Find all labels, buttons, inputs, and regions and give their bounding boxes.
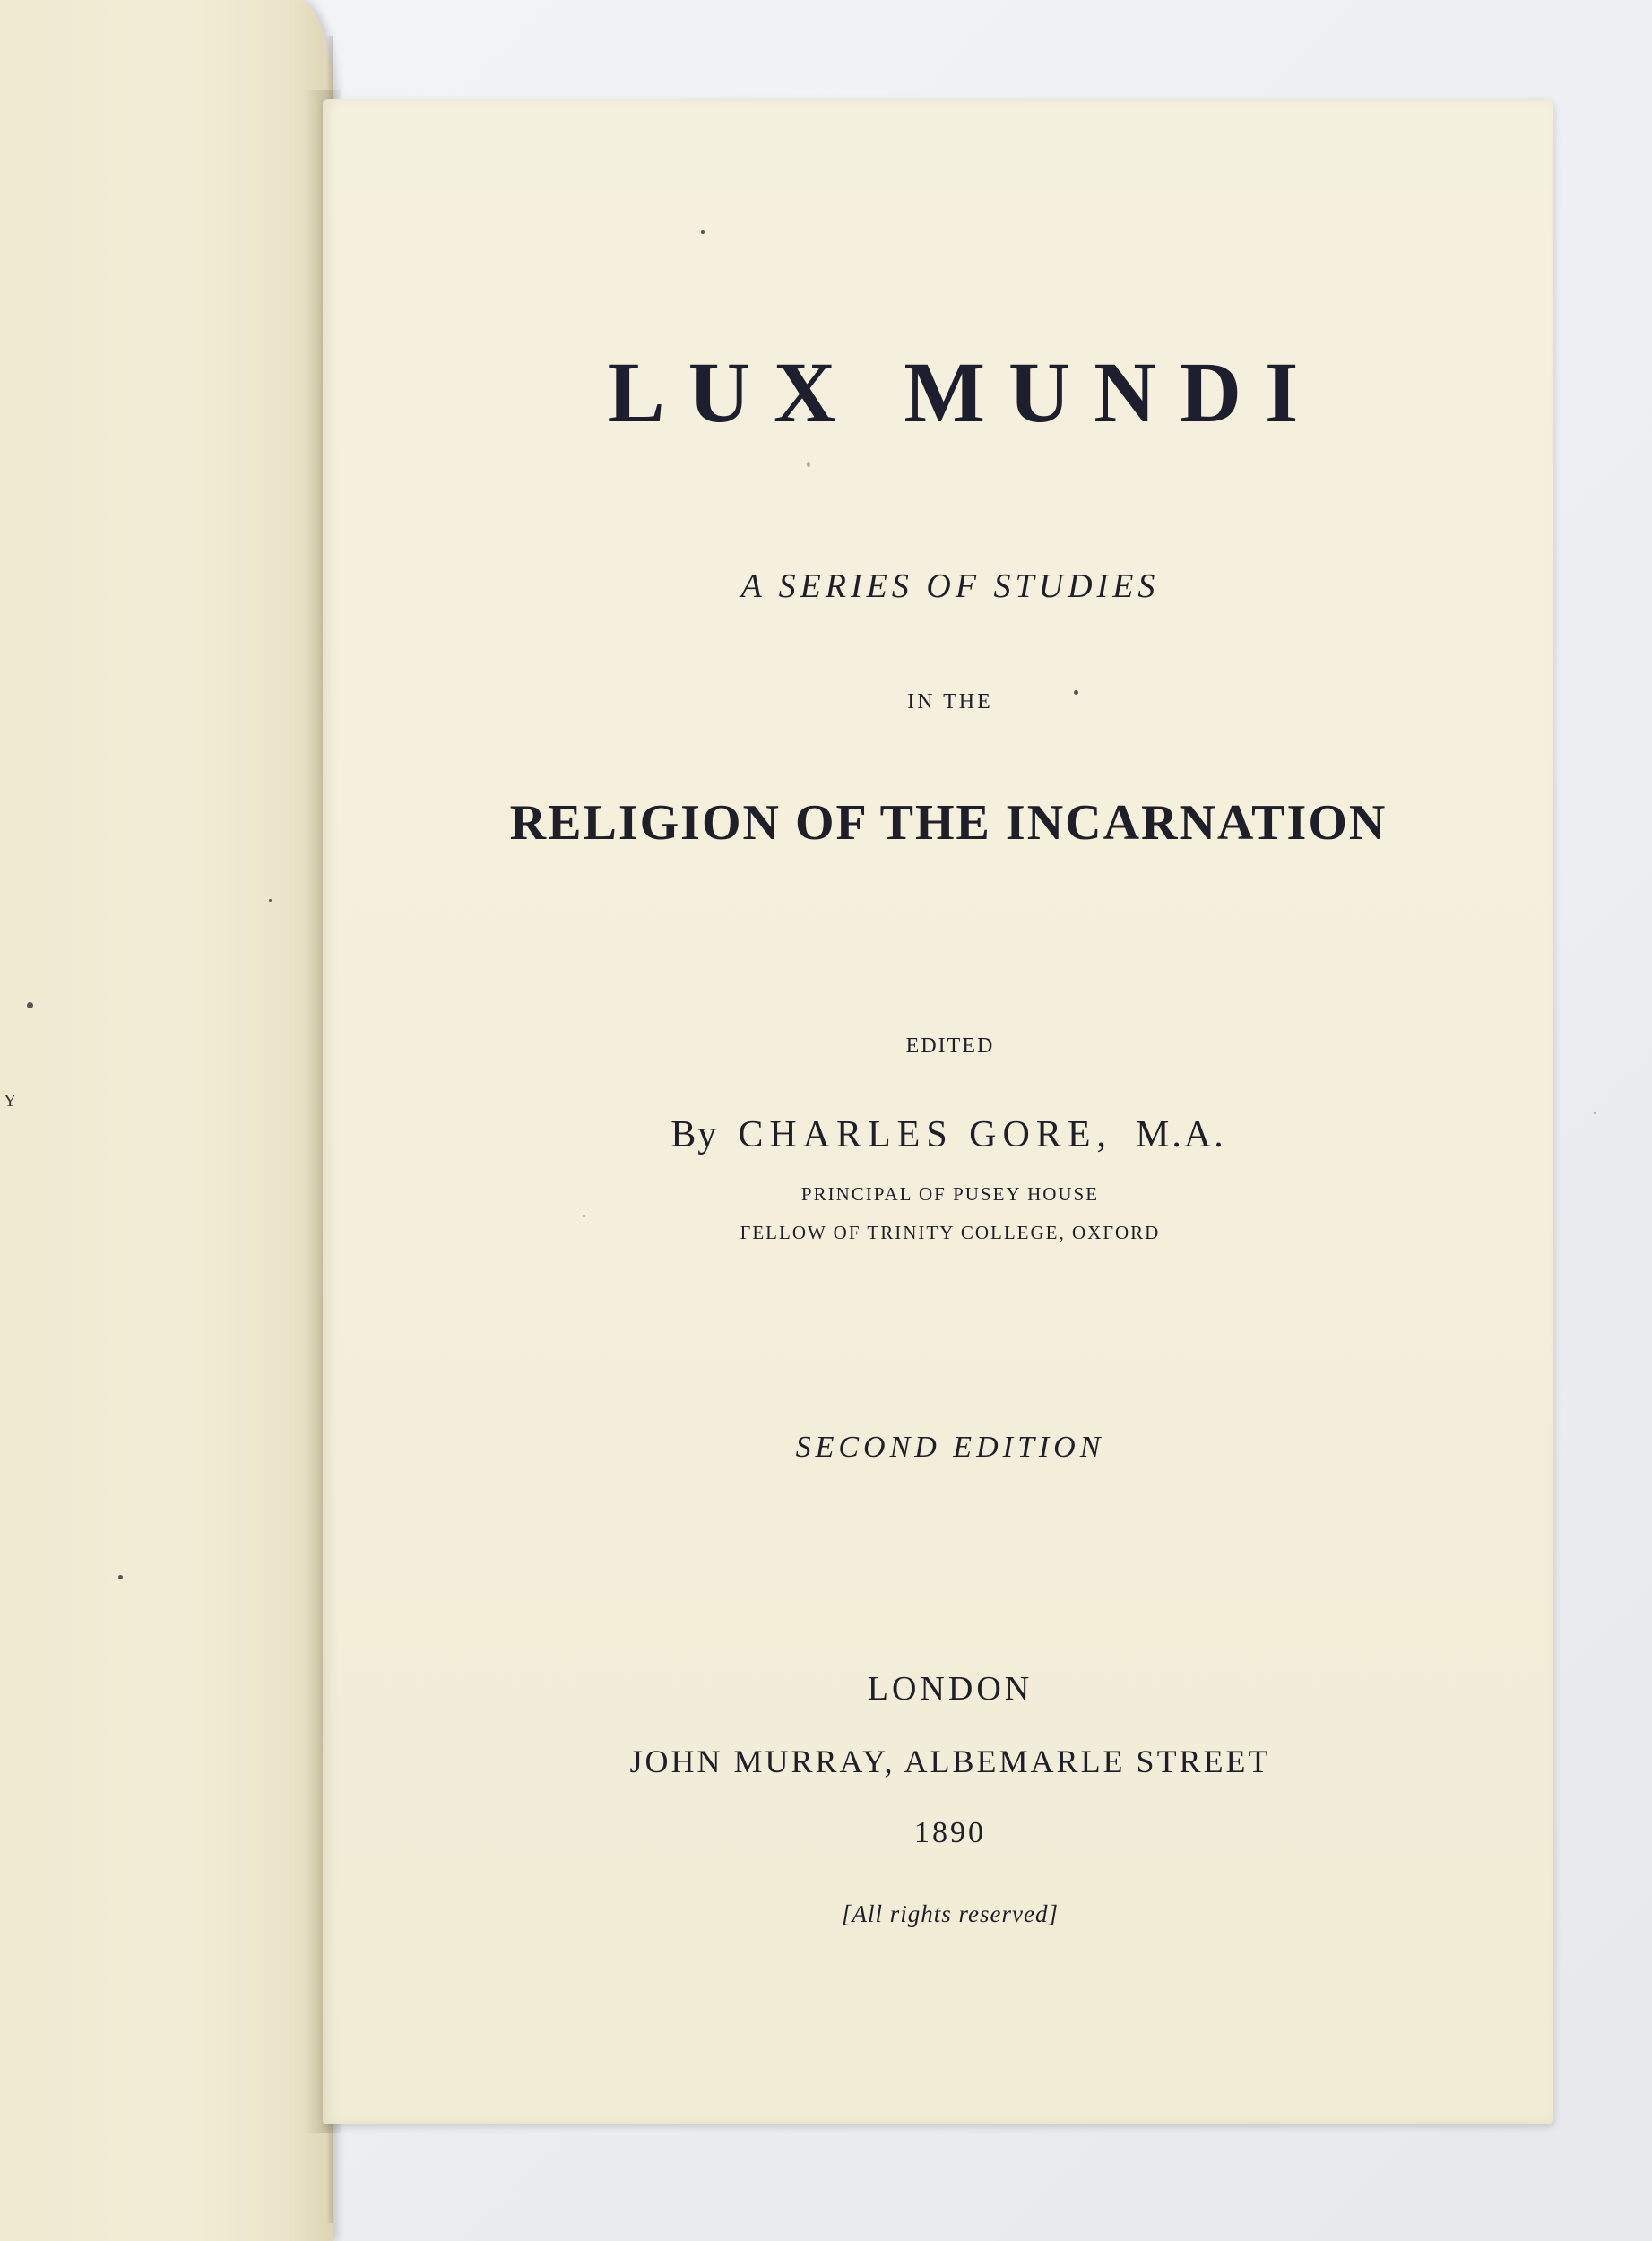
author-line	[333, 1113, 1563, 1156]
author-name: CHARLES GORE,	[738, 1114, 1113, 1155]
imprint-publisher: JOHN MURRAY, ALBEMARLE STREET	[629, 1743, 1271, 1779]
left-page	[0, 0, 333, 2241]
book-subtitle: A SERIES OF STUDIES	[740, 567, 1160, 605]
imprint-year: 1890	[914, 1816, 986, 1849]
author-position: PRINCIPAL OF PUSEY HOUSE	[800, 1183, 1100, 1205]
imprint-city: LONDON	[867, 1670, 1034, 1708]
main-subject: RELIGION OF THE INCARNATION	[509, 795, 1388, 851]
author-by: By	[670, 1114, 719, 1155]
paper-speck	[1074, 690, 1078, 695]
edited-label: EDITED	[905, 1034, 995, 1058]
paper-speck	[583, 1215, 585, 1217]
book-title: LUX MUNDI	[607, 344, 1322, 440]
paper-speck	[807, 462, 810, 467]
left-page-text-fragment: Y	[4, 1091, 18, 1111]
author-position: FELLOW OF TRINITY COLLEGE, OXFORD	[740, 1222, 1161, 1243]
subtitle-connector: IN THE	[907, 690, 993, 714]
author-degree: M.A.	[1136, 1114, 1226, 1155]
edition-statement: SECOND EDITION	[795, 1431, 1105, 1464]
rights-notice: [All rights reserved]	[842, 1900, 1059, 1927]
paper-speck	[701, 230, 705, 234]
paper-speck	[118, 1575, 123, 1579]
paper-speck	[27, 1002, 33, 1008]
paper-speck	[269, 899, 272, 902]
background-speck	[1594, 1112, 1596, 1114]
title-page	[323, 99, 1553, 2124]
